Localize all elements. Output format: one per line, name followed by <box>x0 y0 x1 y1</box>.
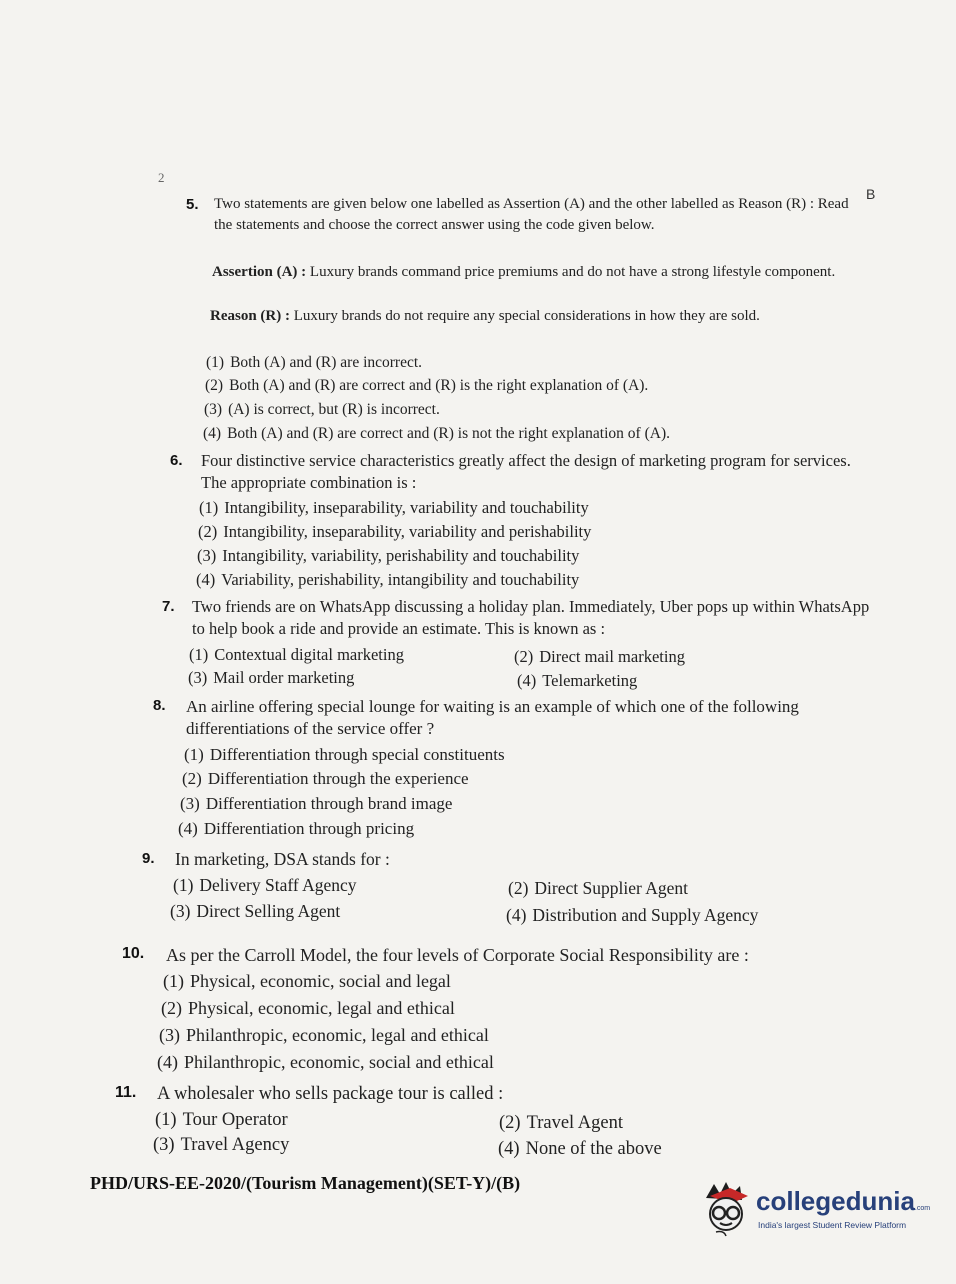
option-text: Differentiation through pricing <box>203 819 415 838</box>
option-text: Physical, economic, social and legal <box>190 971 451 991</box>
option-text: Intangibility, inseparability, variability and perishability <box>223 522 592 541</box>
reason-label: Reason (R) : <box>210 308 290 324</box>
option-2 <box>182 769 469 789</box>
option-3 <box>188 668 354 688</box>
option-4 <box>517 671 637 691</box>
option-1 <box>155 1110 288 1131</box>
option-number: (4) <box>506 905 527 925</box>
option-number: (1) <box>163 971 184 991</box>
option-number: (4) <box>157 1052 178 1072</box>
page-number: 2 <box>158 170 165 185</box>
question-stem: Two statements are given below one labelled as Assertion (A) and the other labelled as Reason (R) : Read the statements and choose the correct answer using the code given below. <box>214 196 849 233</box>
option-text: Differentiation through brand image <box>205 794 453 813</box>
option-text: Direct mail marketing <box>539 647 685 666</box>
assertion <box>212 262 864 283</box>
option-number: (4) <box>517 671 537 690</box>
option-text: Both (A) and (R) are correct and (R) is not the right explanation of (A). <box>227 425 670 442</box>
question-stem: In marketing, DSA stands for : <box>175 849 390 869</box>
question-stem: As per the Carroll Model, the four levels of Corporate Social Responsibility are : <box>166 945 749 965</box>
option-text: Physical, economic, legal and ethical <box>188 998 455 1018</box>
option-2 <box>205 377 648 395</box>
option-text: Both (A) and (R) are incorrect. <box>230 354 423 371</box>
option-number: (1) <box>199 498 219 517</box>
reason-text: Luxury brands do not require any special considerations in how they are sold. <box>293 308 760 324</box>
option-text: Direct Supplier Agent <box>534 878 688 898</box>
option-text: Travel Agent <box>526 1113 624 1133</box>
option-3 <box>170 901 340 922</box>
question-stem: A wholesaler who sells package tour is called : <box>157 1084 504 1104</box>
option-number: (2) <box>508 878 529 898</box>
assertion-text: Luxury brands command price premiums and do not have a strong lifestyle component. <box>309 264 836 280</box>
set-label: B <box>866 186 876 202</box>
question-number: 7. <box>162 598 175 615</box>
mascot-icon <box>700 1180 752 1238</box>
option-number: (2) <box>514 647 534 666</box>
option-1 <box>199 498 589 518</box>
option-number: (1) <box>184 745 204 764</box>
option-number: (1) <box>189 645 209 664</box>
question-number: 5. <box>186 196 199 213</box>
option-number: (3) <box>180 794 200 813</box>
option-text: Mail order marketing <box>213 668 355 687</box>
reason <box>210 306 864 327</box>
option-text: Distribution and Supply Agency <box>532 905 759 925</box>
option-number: (3) <box>188 668 208 687</box>
brand-text: collegedunia <box>756 1186 915 1216</box>
brand-suffix: .com <box>914 1205 931 1212</box>
option-number: (3) <box>170 901 191 921</box>
option-number: (1) <box>173 875 194 895</box>
option-1 <box>173 875 357 896</box>
option-number: (3) <box>153 1135 175 1155</box>
option-number: (2) <box>499 1113 521 1133</box>
option-text: Both (A) and (R) are correct and (R) is the right explanation of (A). <box>229 377 649 394</box>
option-text: (A) is correct, but (R) is incorrect. <box>228 401 440 418</box>
question-number: 10. <box>122 945 145 962</box>
option-3 <box>153 1135 289 1156</box>
option-number: (4) <box>203 425 222 442</box>
brand-name <box>756 1186 930 1217</box>
option-text: Telemarketing <box>542 671 638 690</box>
option-2 <box>161 998 455 1019</box>
option-text: Contextual digital marketing <box>214 645 404 664</box>
option-text: Intangibility, inseparability, variability and touchability <box>224 498 589 517</box>
option-number: (3) <box>159 1025 180 1045</box>
option-4 <box>498 1139 662 1160</box>
watermark-logo <box>700 1180 940 1242</box>
option-text: Variability, perishability, intangibility and touchability <box>221 570 580 589</box>
option-text: Tour Operator <box>182 1110 288 1130</box>
option-text: Delivery Staff Agency <box>199 875 357 895</box>
option-number: (2) <box>205 377 224 394</box>
question-stem: Two friends are on WhatsApp discussing a holiday plan. Immediately, Uber pops up within WhatsApp to help book a ride and provide an estimate. This is known as : <box>192 597 870 638</box>
question-number: 6. <box>170 452 183 469</box>
question-stem: An airline offering special lounge for waiting is an example of which one of the following differentiations of the service offer ? <box>186 697 799 738</box>
option-text: Intangibility, variability, perishability and touchability <box>222 546 580 565</box>
option-text: Travel Agency <box>180 1135 290 1155</box>
option-text: Differentiation through the experience <box>207 769 469 788</box>
option-number: (2) <box>198 522 218 541</box>
option-text: None of the above <box>525 1139 662 1159</box>
option-number: (1) <box>206 354 225 371</box>
option-4 <box>178 819 414 839</box>
option-3 <box>159 1025 489 1046</box>
option-number: (4) <box>178 819 198 838</box>
option-4 <box>506 905 758 926</box>
option-text: Differentiation through special constituents <box>209 745 505 764</box>
option-2 <box>499 1113 623 1134</box>
option-3 <box>197 546 579 566</box>
footer-exam-code: PHD/URS-EE-2020/(Tourism Management)(SET-Y)/(B) <box>90 1173 521 1193</box>
option-1 <box>189 645 404 665</box>
option-4 <box>157 1052 494 1073</box>
question-number: 11. <box>115 1084 137 1101</box>
assertion-label: Assertion (A) : <box>212 264 307 280</box>
option-2 <box>514 647 685 667</box>
option-number: (3) <box>204 401 223 418</box>
option-number: (2) <box>182 769 202 788</box>
option-1 <box>184 745 505 765</box>
option-text: Philanthropic, economic, legal and ethical <box>186 1025 489 1045</box>
option-number: (4) <box>196 570 216 589</box>
option-text: Direct Selling Agent <box>196 901 341 921</box>
option-1 <box>163 971 451 992</box>
option-4 <box>203 425 670 443</box>
option-number: (1) <box>155 1110 177 1130</box>
option-number: (4) <box>498 1139 520 1159</box>
option-1 <box>206 354 422 372</box>
question-number: 8. <box>153 697 166 714</box>
brand-tagline: India's largest Student Review Platform <box>758 1220 907 1230</box>
question-number: 9. <box>142 850 155 867</box>
option-2 <box>198 522 591 542</box>
option-3 <box>204 401 440 419</box>
option-text: Philanthropic, economic, social and ethical <box>184 1052 494 1072</box>
option-4 <box>196 570 579 590</box>
option-3 <box>180 794 452 814</box>
question-stem: Four distinctive service characteristics greatly affect the design of marketing program for services. The appropriate combination is : <box>201 451 851 492</box>
option-number: (3) <box>197 546 217 565</box>
option-number: (2) <box>161 998 182 1018</box>
option-2 <box>508 878 688 899</box>
